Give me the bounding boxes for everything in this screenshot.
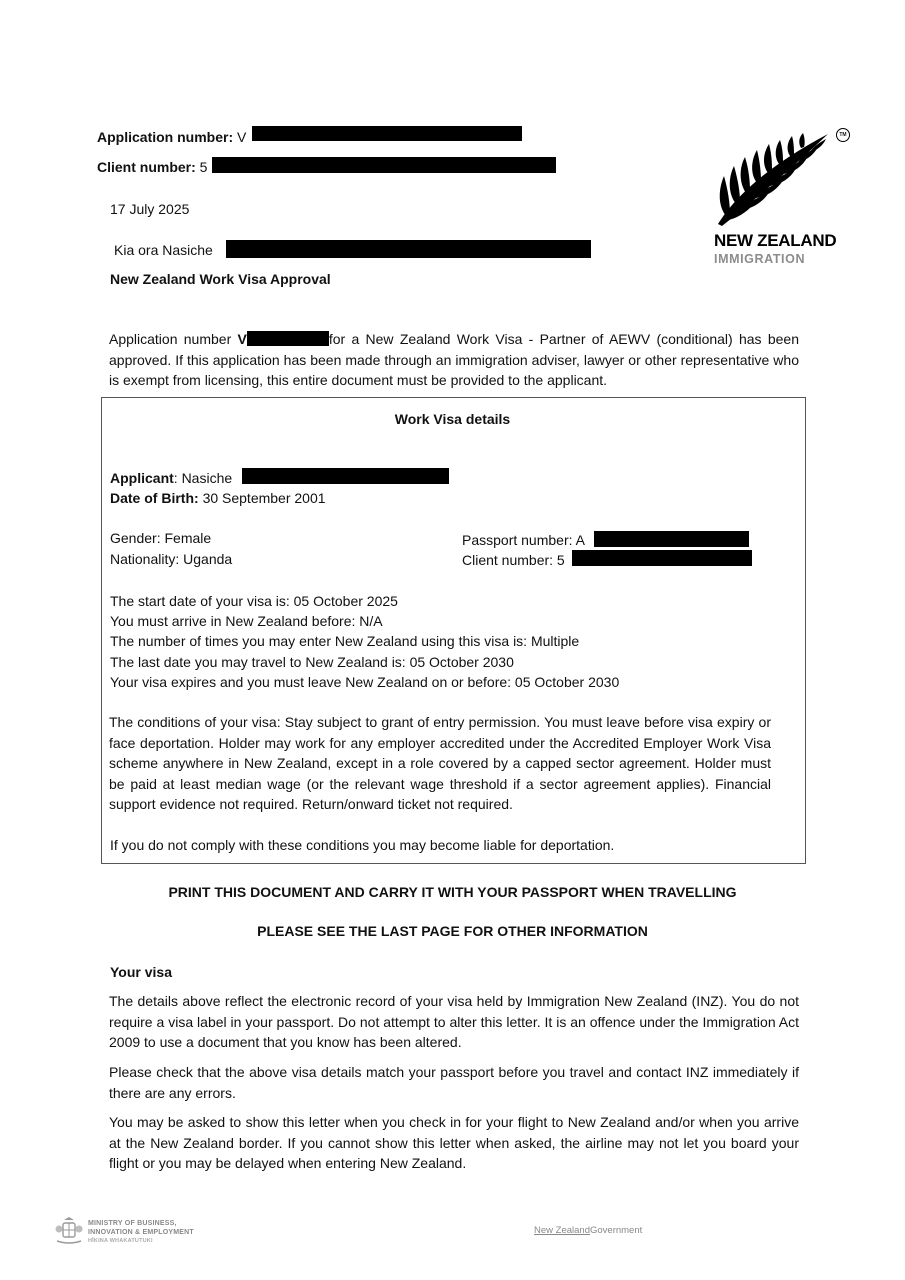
details-title: Work Visa details (394, 411, 511, 427)
redaction-bar (594, 531, 749, 547)
logo-subtitle: IMMIGRATION (714, 252, 806, 266)
greeting: Kia ora Nasiche (114, 242, 213, 258)
visa-start-date: The start date of your visa is: 05 October 2025 (110, 593, 398, 609)
your-visa-paragraph: Please check that the above visa details match your passport before you travel and contact INZ immediately if there are any errors. (109, 1064, 799, 1101)
client-number: Client number: 5 (97, 159, 208, 175)
last-travel-date: The last date you may travel to New Zealand is: 05 October 2030 (110, 654, 514, 670)
your-visa-paragraph: The details above reflect the electronic record of your visa held by Immigration New Zealand (INZ). You do not require a visa label in your passport. Do not attempt to alter this letter. It is an offence under the Immigration Act 2009 to use a document that you know has been altered. (109, 993, 799, 1050)
applicant-name: Applicant: Nasiche (110, 470, 233, 486)
print-notice: PRINT THIS DOCUMENT AND CARRY IT WITH YOUR PASSPORT WHEN TRAVELLING (168, 884, 737, 900)
redaction-bar (242, 468, 449, 484)
redaction-bar (247, 331, 329, 346)
your-visa-heading: Your visa (110, 964, 172, 980)
redaction-bar (252, 126, 522, 141)
redaction-bar (226, 240, 591, 258)
letter-date: 17 July 2025 (110, 201, 190, 217)
nationality: Nationality: Uganda (110, 551, 233, 567)
comply-warning: If you do not comply with these conditions you may become liable for deportation. (110, 837, 615, 853)
visa-expiry: Your visa expires and you must leave New Zealand on or before: 05 October 2030 (110, 674, 620, 690)
your-visa-paragraph: You may be asked to show this letter when you check in for your flight to New Zealand and/or when you arrive at the New Zealand border. If you cannot show this letter when asked, the airline may not let you board your flight or you may be delayed when entering New Zealand. (109, 1114, 799, 1171)
silver-fern-icon (712, 128, 852, 228)
nz-government-logo: New ZealandGovernment (534, 1225, 643, 1236)
gender: Gender: Female (110, 530, 212, 546)
visa-conditions: The conditions of your visa: Stay subject to grant of entry permission. You must leave before visa expiry or face deportation. Holder may work for any employer accredited under the Accredited Employer Work Visa scheme anywhere in New Zealand, except in a role covered by a capped sector agreement. Holder must be paid at least median wage (or the relevant wage threshold if a sector agreement applies). Financial support evidence not required. Return/onward ticket not required. (109, 714, 771, 812)
trademark-symbol: TM (836, 128, 850, 142)
last-page-notice: PLEASE SEE THE LAST PAGE FOR OTHER INFORMATION (257, 923, 648, 939)
nz-immigration-logo (712, 128, 852, 270)
entries-allowed: The number of times you may enter New Zealand using this visa is: Multiple (110, 633, 580, 649)
date-of-birth: Date of Birth: 30 September 2001 (110, 490, 326, 506)
redaction-bar (572, 550, 752, 566)
details-client-number: Client number: 5 (462, 552, 565, 568)
mbie-logo-text: MINISTRY OF BUSINESS, INNOVATION & EMPLOYMENT HĪKINA WHAKATUTUKI (88, 1220, 194, 1244)
passport-number: Passport number: A (462, 532, 585, 548)
intro-paragraph: Application number V for a New Zealand Work Visa - Partner of AEWV (conditional) has been approved. If this application has been made through an immigration adviser, lawyer or other representative who is exempt from licensing, this entire document must be provided to the applicant. (109, 331, 799, 388)
application-number: Application number: V (97, 129, 247, 145)
arrive-before: You must arrive in New Zealand before: N/A (110, 613, 383, 629)
nz-coat-of-arms-icon (54, 1217, 84, 1245)
logo-title: NEW ZEALAND (714, 231, 837, 250)
letter-subject: New Zealand Work Visa Approval (110, 271, 331, 287)
redaction-bar (212, 157, 556, 173)
